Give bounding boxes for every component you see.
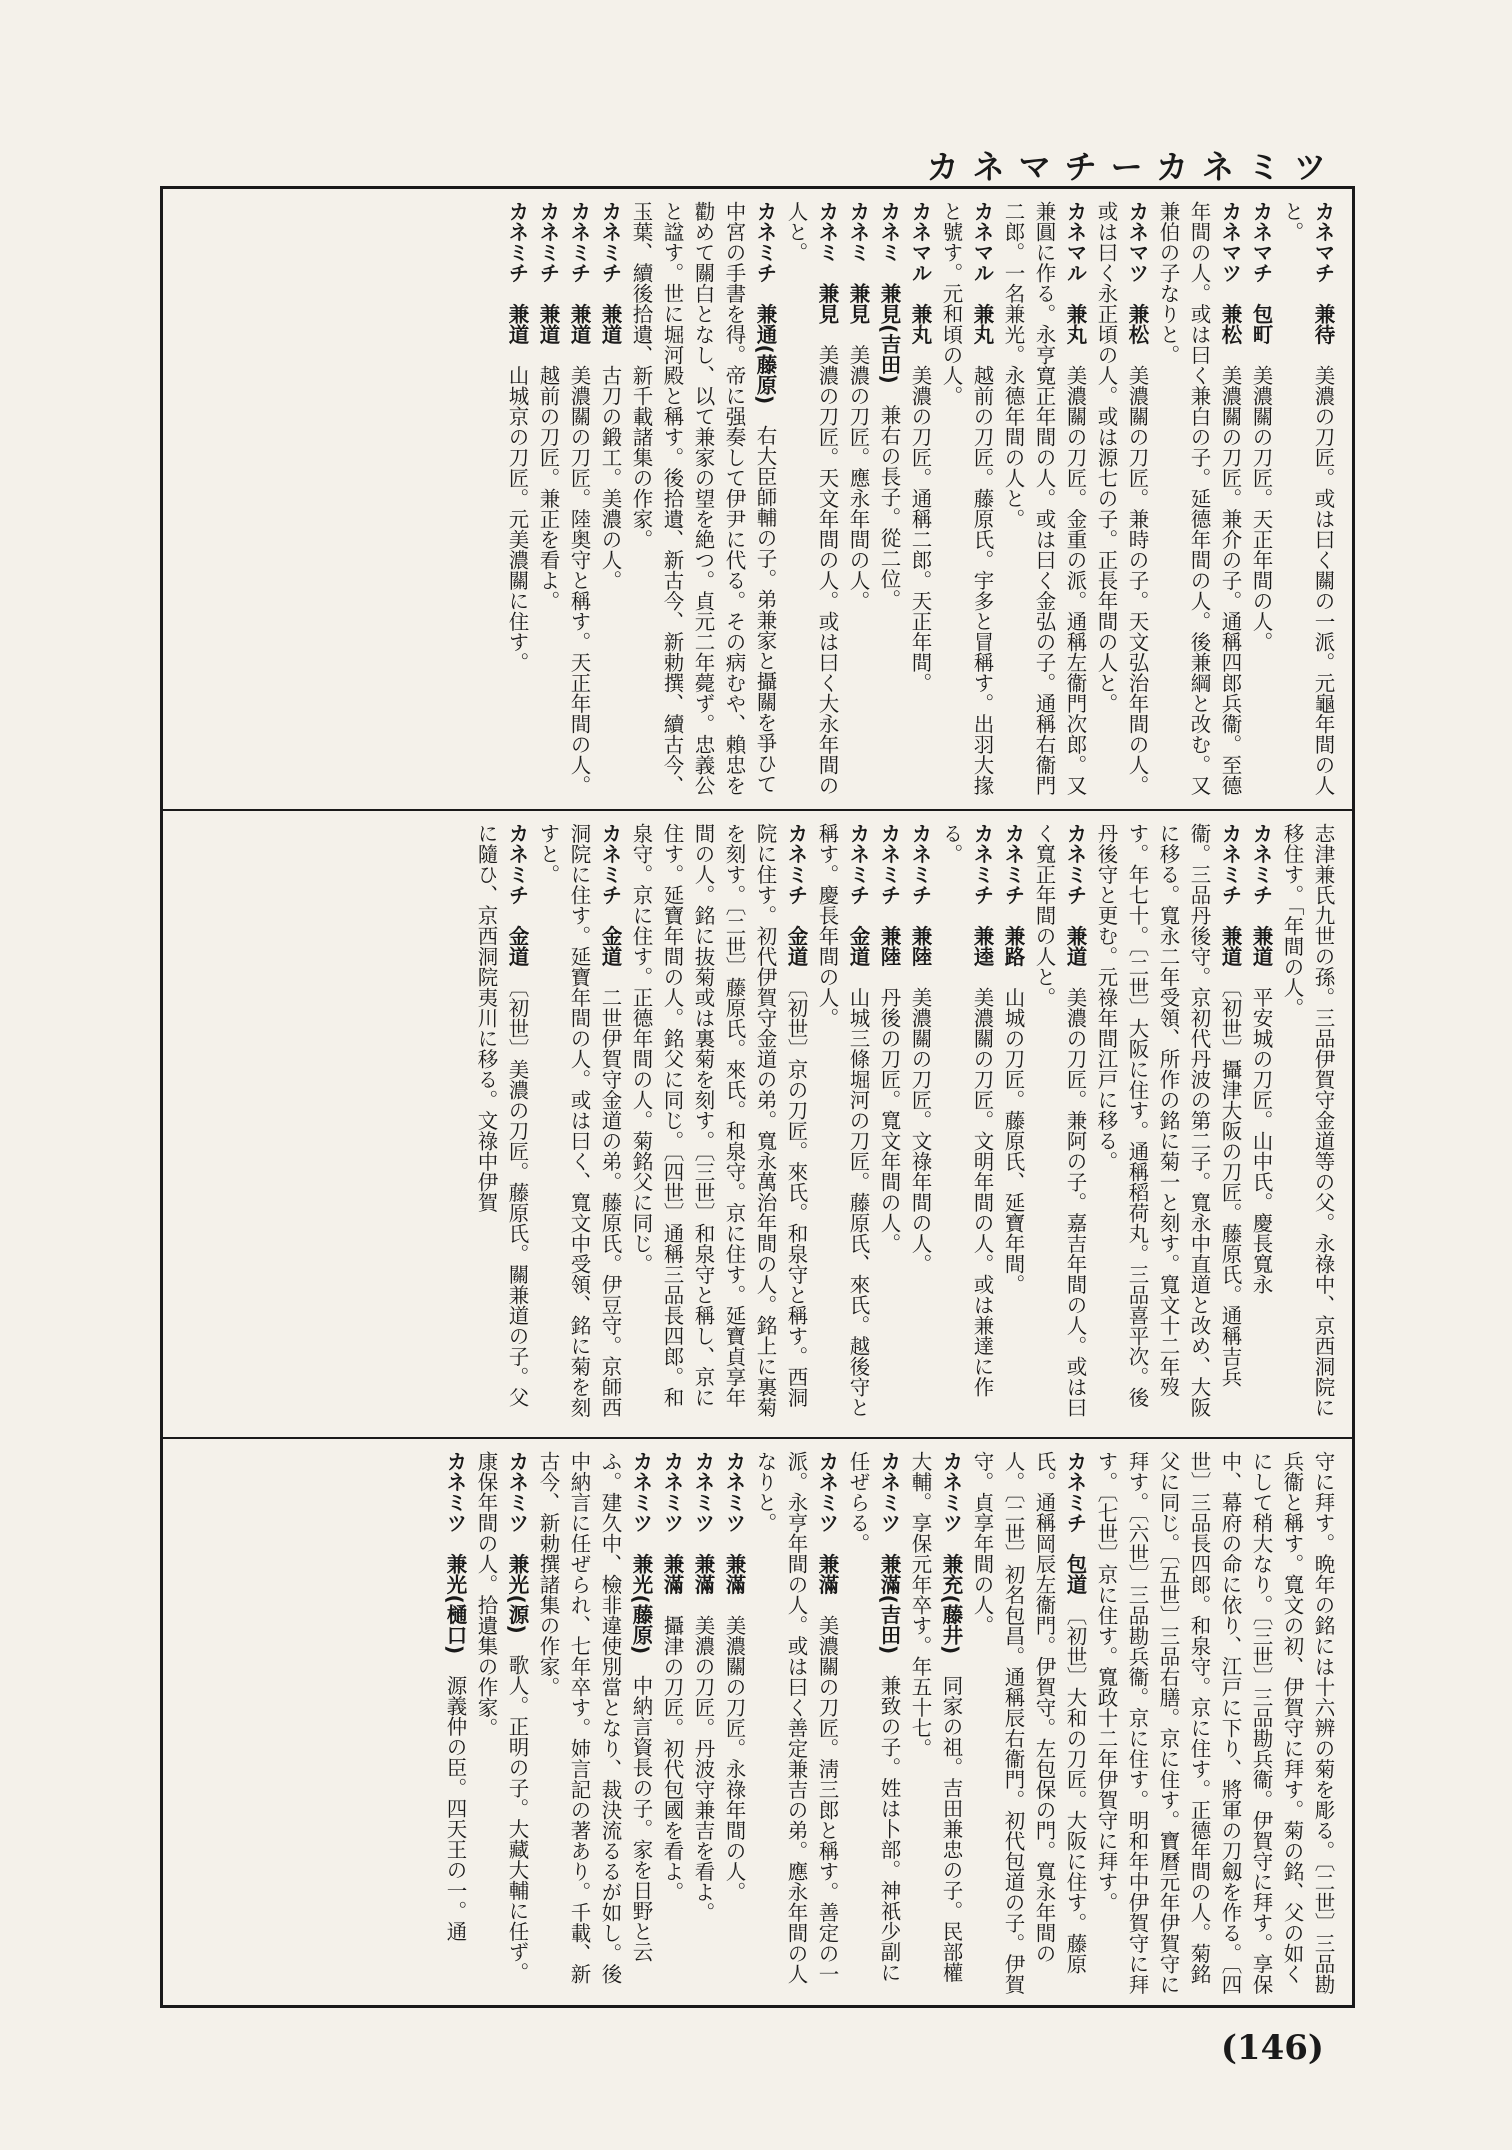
entry-kana: カネミツ: [660, 1451, 684, 1533]
entry-kana: カネミ: [877, 201, 901, 263]
entry-kana: カネミチ: [505, 823, 529, 905]
dictionary-entry: [1245, 201, 1276, 799]
entry-kana: カネミツ: [722, 1451, 746, 1533]
entry-text: 美濃關の刀匠。永祿年間の人。: [722, 1615, 746, 1902]
entry-text: 兼右の長子。從二位。: [877, 404, 901, 610]
dictionary-entry: [935, 201, 997, 799]
entry-name: 金道: [505, 925, 529, 967]
entry-kana: カネミチ: [753, 201, 777, 283]
dictionary-entry: [439, 1451, 470, 1995]
dictionary-entry: [687, 1451, 718, 1995]
entry-name: 包道: [1063, 1553, 1087, 1595]
entry-text: 〔初世〕京の刀匠。來氏。和泉守と稱す。西洞院に住す。初代伊賀守金道の弟。寬永萬治年間の人。銘上に裏菊を刻す。〔二世〕藤原氏。來氏。和泉守。京に住す。延寶貞享年間の人。銘に抜菊或は裏菊を刻す。〔三世〕和泉守と稱し、京に住す。延寶年間の人。銘父に同じ。〔四世〕通稱三品長四郎。和泉守。京に住す。正德年間の人。菊銘父に同じ。: [629, 823, 808, 1418]
entry-text: 同家の祖。吉田兼忠の子。民部權大輔。享保元年卒す。年五十七。: [908, 1451, 963, 1983]
dictionary-entry: [532, 823, 625, 1427]
entry-text: 二世伊賀守金道の弟。藤原氏。伊豆守。京師西洞院に住す。延寶年間の人。或は曰く、寬文中受領、銘に菊を刻すと。: [536, 823, 622, 1418]
entry-text: 越前の刀匠。藤原氏。宇多と冒稱す。出羽大掾と號す。元和頃の人。: [939, 201, 994, 796]
entry-kana: カネマチ: [1249, 201, 1273, 283]
entry-text: 右大臣師輔の子。弟兼家と攝關を爭ひて中宮の手書を得。帝に强奏して伊尹に代る。その病むや、賴忠を勸めて關白となし、以て兼家の望を絶つ。貞元二年薨ず。忠義公と諡す。世に堀河殿と稱す。後拾遺、新古今、新勅撰、續古今、玉葉、續後拾遺、新千載諸集の作家。: [629, 201, 777, 796]
entry-name: 兼道: [1063, 925, 1087, 967]
entry-name: 兼見: [815, 283, 839, 324]
entry-text: 〔初世〕大和の刀匠。大阪に住す。藤原氏。通稱岡辰左衞門。伊賀守。左包保の門。寬永年間の人。〔二世〕初名包昌。通稱辰右衞門。初代包道の子。伊賀守。貞享年間の人。: [970, 1451, 1087, 1995]
entry-kana: カネミチ: [1249, 823, 1273, 905]
entry-text: 源義仲の臣。四天王の一。通: [443, 1674, 467, 1942]
dictionary-entry: [904, 823, 935, 1427]
entry-kana: カネミツ: [691, 1451, 715, 1533]
entry-text: 中納言資長の子。家を日野と云ふ。建久中、檢非違使別當となり、裁決流るるが如し。後中納言に任ぜられ、七年卒す。姉言記の著あり。千載、新古今、新勅撰諸集の作家。: [536, 1451, 653, 1984]
entry-text: 美濃の刀匠。應永年間の人。: [846, 344, 870, 611]
dictionary-entry: [1276, 201, 1338, 799]
dictionary-entry: [532, 1451, 656, 1995]
entry-kana: カネマツ: [1125, 201, 1149, 283]
entry-kana: カネミチ: [1063, 1451, 1087, 1533]
entry-kana: カネミツ: [629, 1451, 653, 1533]
dictionary-entry: [563, 201, 594, 799]
entry-name: 兼滿(吉田): [877, 1553, 901, 1655]
dictionary-entry: [625, 201, 780, 799]
entry-text: 美濃關の刀匠。天正年間の人。: [1249, 365, 1273, 652]
entry-name: 兼丸: [970, 303, 994, 345]
page-frame: [160, 186, 1355, 2008]
entry-kana: カネミツ: [939, 1451, 963, 1533]
tier-bottom: [163, 1439, 1352, 2005]
entry-text: 美濃の刀匠。通稱二郎。天正年間。: [908, 365, 932, 693]
entry-text: 平安城の刀匠。山中氏。慶長寬永: [1249, 987, 1273, 1295]
page-number: (146): [1220, 2028, 1324, 2068]
entry-kana: カネミチ: [567, 201, 591, 283]
entry-text: 美濃の刀匠。丹波守兼吉を看よ。: [691, 1615, 715, 1923]
entry-kana: カネミチ: [846, 823, 870, 905]
dictionary-entry: [904, 1451, 966, 1995]
dictionary-entry: [1152, 201, 1245, 799]
entry-name: 兼滿: [660, 1553, 684, 1595]
entry-kana: カネマル: [908, 201, 932, 283]
dictionary-entry: [1090, 823, 1245, 1427]
dictionary-entry: [997, 201, 1090, 799]
dictionary-entry: [873, 823, 904, 1427]
entry-name: 金道: [846, 925, 870, 967]
dictionary-entry: [811, 823, 873, 1427]
entry-name: 兼充(藤井): [939, 1553, 963, 1655]
dictionary-entry: [997, 823, 1028, 1427]
entry-text: 美濃の刀匠。兼阿の子。嘉吉年間の人。或は曰く寬正年間の人と。: [1032, 823, 1087, 1418]
entry-kana: カネミチ: [877, 823, 901, 905]
entry-name: 兼待: [1311, 303, 1335, 345]
entry-text: 美濃關の刀匠。文明年間の人。或は兼達に作る。: [939, 823, 994, 1397]
entry-kana: カネミチ: [784, 823, 808, 905]
entry-name: 兼道: [1218, 925, 1242, 967]
entry-name: 兼道: [536, 303, 560, 345]
entry-name: 兼丸: [908, 303, 932, 345]
entry-text: 山城京の刀匠。元美濃關に住す。: [505, 365, 529, 673]
entry-name: 兼見(吉田): [877, 283, 901, 384]
entry-kana: カネマル: [970, 201, 994, 283]
entry-text: 歌人。正明の子。大藏大輔に任ず。康保年間の人。拾遺集の作家。: [474, 1451, 529, 1983]
entry-name: 兼逵: [970, 925, 994, 967]
dictionary-entry: [966, 1451, 1090, 1995]
dictionary-entry: [873, 201, 904, 799]
entry-name: 包町: [1249, 303, 1273, 345]
entry-kana: カネミチ: [1063, 823, 1087, 905]
entry-name: 兼光(樋口): [443, 1553, 467, 1655]
dictionary-entry: [656, 1451, 687, 1995]
dictionary-entry: [904, 201, 935, 799]
entry-text: 山城三條堀河の刀匠。藤原氏、來氏。越後守と稱す。慶長年間の人。: [815, 823, 870, 1418]
entry-columns: [177, 201, 1338, 799]
entry-name: 兼滿: [815, 1553, 839, 1595]
entry-text: 美濃關の刀匠。兼介の子。通稱四郎兵衞。至德年間の人。或は曰く兼白の子。延德年間の人。後兼綱と改む。又兼伯の子なりと。: [1156, 201, 1242, 796]
entry-text: 美濃關の刀匠。兼時の子。天文弘治年間の人。或は曰く永正頃の人。或は源七の子。正長年間の人と。: [1094, 201, 1149, 796]
dictionary-entry: [1245, 823, 1276, 1427]
entry-text: 〔初世〕攝津大阪の刀匠。藤原氏。通稱吉兵衞。三品丹後守。京初代丹波の第二子。寬永中直道と改め、大阪に移る。寬永二年受領、所作の銘に菊一と刻す。寬文十二年歿す。年七十。〔二世〕大阪に住す。通稱稻荷丸。三品喜平次。後丹後守と更む。元祿年間江戸に移る。: [1094, 823, 1242, 1418]
entry-name: 兼光(藤原): [629, 1553, 653, 1655]
entry-kana: カネミ: [846, 201, 870, 263]
entry-name: 兼光(源): [505, 1553, 529, 1634]
dictionary-entry: [1090, 1451, 1338, 1995]
dictionary-entry: [625, 823, 811, 1427]
dictionary-entry: [532, 201, 563, 799]
entry-kana: カネマル: [1063, 201, 1087, 283]
entry-name: 金道: [784, 925, 808, 967]
running-head: カネマチーカネミツ: [926, 148, 1340, 186]
entry-text: 古刀の鍛工。美濃の人。: [598, 365, 622, 591]
entry-columns: [177, 823, 1338, 1427]
entry-text: 〔初世〕美濃の刀匠。藤原氏。關兼道の子。父に隨ひ、京西洞院夷川に移る。文祿中伊賀: [474, 823, 529, 1408]
entry-text: 美濃關の刀匠。陸奥守と稱す。天正年間の人。: [567, 365, 591, 796]
entry-kana: カネマツ: [1218, 201, 1242, 283]
tier-top: [163, 189, 1352, 811]
entry-text: 美濃關の刀匠。淸三郎と稱す。善定の一派。永亨年間の人。或は曰く善定兼吉の弟。應永年間の人なりと。: [753, 1451, 839, 1984]
entry-kana: カネミツ: [815, 1451, 839, 1533]
entry-name: 兼路: [1001, 925, 1025, 967]
dictionary-entry: [842, 1451, 904, 1995]
entry-kana: カネミチ: [505, 201, 529, 283]
dictionary-entry: [1276, 823, 1338, 1427]
entry-name: 兼道: [505, 303, 529, 345]
entry-kana: カネミチ: [536, 201, 560, 283]
entry-name: 兼松: [1218, 303, 1242, 345]
entry-name: 兼松: [1125, 303, 1149, 345]
entry-kana: カネミチ: [598, 823, 622, 905]
entry-name: 兼陸: [877, 925, 901, 967]
entry-kana: カネミチ: [1001, 823, 1025, 905]
entry-name: 兼道: [567, 303, 591, 345]
entry-text: 美濃關の刀匠。金重の派。通稱左衞門次郎。又兼圓に作る。永亨寛正年間の人。或は曰く金弘の子。通稱右衞門二郎。一名兼光。永德年間の人と。: [1001, 201, 1087, 796]
entry-name: 兼滿: [691, 1553, 715, 1595]
dictionary-entry: [470, 823, 532, 1427]
entry-text: 美濃關の刀匠。文祿年間の人。: [908, 987, 932, 1274]
dictionary-entry: [749, 1451, 842, 1995]
dictionary-entry: [470, 1451, 532, 1995]
entry-name: 兼道: [598, 303, 622, 345]
entry-text: 攝津の刀匠。初代包國を看よ。: [660, 1615, 684, 1902]
dictionary-entry: [842, 201, 873, 799]
dictionary-entry: [718, 1451, 749, 1995]
entry-text: 丹後の刀匠。寬文年間の人。: [877, 987, 901, 1254]
entry-text: 守に拜す。晩年の銘には十六辨の菊を彫る。〔二世〕三品勘兵衞と稱す。寬文の初、伊賀守に拜す。菊の銘、父の如くにして稍大なり。〔三世〕三品勘兵衞。伊賀守に拜す。享保中、幕府の命に依り、江戸に下り、將軍の刀劔を作る。〔四世〕三品長四郎。和泉守。京に住す。正德年間の人。菊銘父に同じ。〔五世〕三品右膳。京に住す。寶曆元年伊賀守に拜す。〔六世〕三品勘兵衞。京に住す。明和年中伊賀守に拜す。〔七世〕京に住す。寬政十二年伊賀守に拜す。: [1094, 1451, 1335, 1995]
dictionary-entry: [1028, 823, 1090, 1427]
entry-name: 兼陸: [908, 925, 932, 967]
entry-name: 兼見: [846, 283, 870, 324]
entry-text: 美濃の刀匠。或は曰く關の一派。元龜年間の人と。: [1280, 201, 1335, 796]
entry-kana: カネミチ: [970, 823, 994, 905]
entry-columns: [177, 1451, 1338, 1995]
entry-kana: カネミツ: [877, 1451, 901, 1533]
entry-text: 志津兼氏九世の孫。三品伊賀守金道等の父。永祿中、京西洞院に移住す。「年間の人。: [1280, 823, 1335, 1418]
entry-text: 兼致の子。姓は卜部。神祇少副に任ぜらる。: [846, 1451, 901, 1983]
dictionary-entry: [501, 201, 532, 799]
entry-kana: カネミチ: [598, 201, 622, 283]
entry-text: 美濃の刀匠。天文年間の人。或は曰く大永年間の人と。: [784, 201, 839, 796]
entry-kana: カネミチ: [1218, 823, 1242, 905]
dictionary-entry: [1090, 201, 1152, 799]
entry-name: 兼丸: [1063, 303, 1087, 345]
dictionary-entry: [594, 201, 625, 799]
dictionary-entry: [935, 823, 997, 1427]
entry-text: 山城の刀匠。藤原氏、延寶年間。: [1001, 987, 1025, 1295]
tier-middle: [163, 811, 1352, 1439]
entry-kana: カネマチ: [1311, 201, 1335, 283]
entry-name: 金道: [598, 925, 622, 967]
entry-kana: カネミ: [815, 201, 839, 263]
entry-name: 兼道: [1249, 925, 1273, 967]
entry-text: 越前の刀匠。兼正を看よ。: [536, 365, 560, 611]
entry-kana: カネミツ: [505, 1451, 529, 1533]
dictionary-entry: [780, 201, 842, 799]
entry-kana: カネミツ: [443, 1451, 467, 1533]
entry-kana: カネミチ: [908, 823, 932, 905]
entry-name: 兼通(藤原): [753, 303, 777, 405]
entry-name: 兼滿: [722, 1553, 746, 1595]
